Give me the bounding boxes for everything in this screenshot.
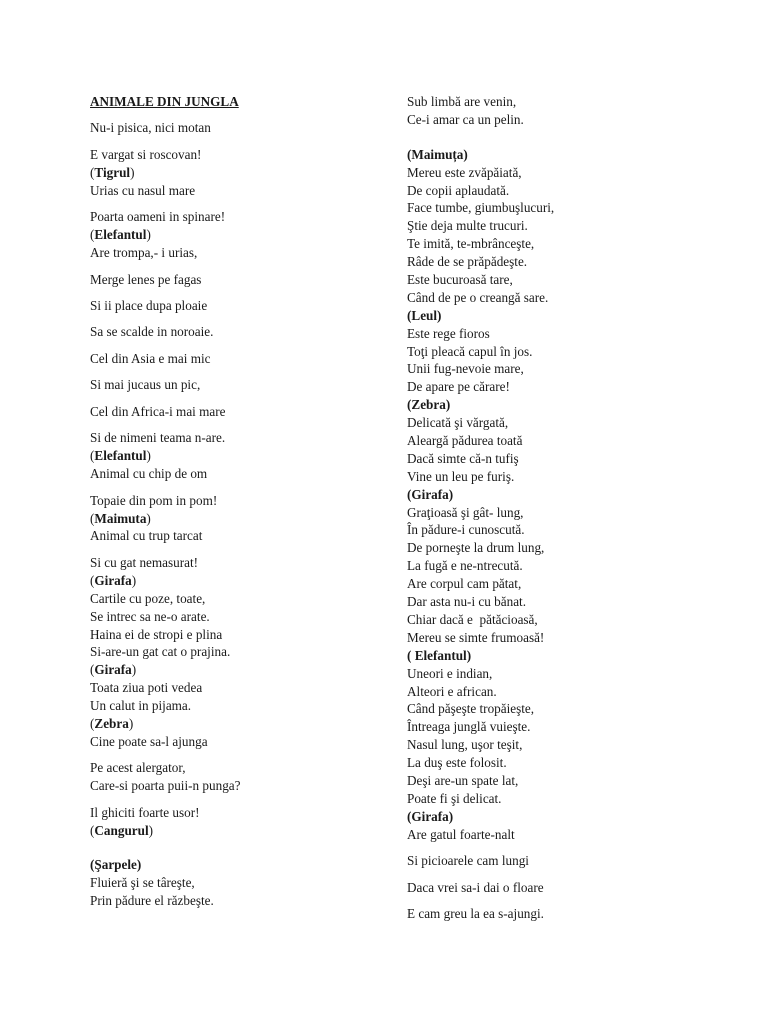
left-verses	[90, 111, 390, 910]
verse-line	[90, 297, 390, 315]
verse-text: (	[90, 164, 95, 180]
verse-text: (	[90, 510, 95, 526]
verse-line	[407, 343, 737, 361]
stanza-gap	[90, 262, 390, 271]
answer-text: Zebra	[94, 715, 129, 731]
verse-line	[90, 697, 390, 715]
verse-text: )	[146, 510, 151, 526]
answer-line	[90, 226, 390, 244]
verse-text: Si de nimeni teama n-are.	[90, 430, 226, 446]
verse-text: Si cu gat nemasurat!	[90, 554, 199, 570]
verse-line	[407, 199, 737, 217]
verse-text: Pe acest alergator,	[90, 760, 186, 776]
verse-line	[407, 852, 737, 870]
verse-line	[407, 271, 737, 289]
answer-line	[90, 856, 390, 874]
verse-line	[90, 492, 390, 510]
verse-text: Râde de se prăpădeşte.	[407, 254, 528, 270]
verse-text: Poarta oameni in spinare!	[90, 209, 226, 225]
verse-line	[90, 350, 390, 368]
verse-line	[407, 557, 737, 575]
verse-text: De copii aplaudată.	[407, 182, 510, 198]
verse-line	[90, 146, 390, 164]
stanza-gap	[90, 288, 390, 297]
stanza-gap	[90, 545, 390, 554]
answer-text: Cangurul	[94, 822, 149, 838]
verse-text: Are trompa,- i urias,	[90, 245, 198, 261]
verse-text: Topaie din pom in pom!	[90, 492, 218, 508]
verse-text: Aleargă pădurea toată	[407, 433, 523, 449]
stanza-gap	[90, 137, 390, 146]
verse-text: De porneşte la drum lung,	[407, 540, 545, 556]
verse-text: (	[90, 715, 95, 731]
verse-line	[407, 683, 737, 701]
verse-text: Face tumbe, giumbuşlucuri,	[407, 200, 555, 216]
answer-text: Girafa	[94, 572, 132, 588]
stanza-gap	[90, 111, 390, 120]
verse-text: Delicată şi vărgată,	[407, 415, 509, 431]
verse-line	[407, 629, 737, 647]
verse-line	[90, 527, 390, 545]
verse-line	[90, 465, 390, 483]
stanza-gap	[407, 844, 737, 853]
answer-line	[407, 486, 737, 504]
verse-text: Toţi pleacă capul în jos.	[407, 343, 533, 359]
stanza-gap	[90, 200, 390, 209]
verse-line	[90, 626, 390, 644]
verse-text: E cam greu la ea s-ajungi.	[407, 906, 544, 922]
answer-text: Girafa	[94, 662, 132, 678]
verse-line	[407, 164, 737, 182]
answer-line	[407, 146, 737, 164]
verse-text: Când păşeşte tropăieşte,	[407, 701, 535, 717]
verse-text: Si ii place dupa ploaie	[90, 297, 208, 313]
verse-text: Nasul lung, uşor teşit,	[407, 737, 523, 753]
verse-text: La fugă e ne-ntrecută.	[407, 558, 523, 574]
stanza-gap	[90, 421, 390, 430]
verse-text: Mereu este zvăpăiată,	[407, 164, 522, 180]
verse-line	[90, 244, 390, 262]
answer-line	[407, 307, 737, 325]
verse-text: Care-si poarta puii-n punga?	[90, 778, 241, 794]
verse-text: Ştie deja multe trucuri.	[407, 218, 528, 234]
verse-line	[407, 611, 737, 629]
verse-text: Sa se scalde in noroaie.	[90, 324, 214, 340]
verse-line	[407, 593, 737, 611]
stanza-gap	[407, 129, 737, 146]
left-column	[90, 93, 390, 910]
verse-line	[407, 736, 737, 754]
verse-text: )	[130, 164, 135, 180]
verse-line	[407, 718, 737, 736]
verse-line	[407, 217, 737, 235]
stanza-gap	[90, 315, 390, 324]
verse-text: Si mai jucaus un pic,	[90, 377, 201, 393]
verse-text: )	[148, 822, 154, 838]
verse-text: Il ghiciti foarte usor!	[90, 804, 200, 820]
verse-text: Daca vrei sa-i dai o floare	[407, 879, 544, 895]
verse-text: Când de pe o creangă sare.	[407, 289, 549, 305]
verse-text: Dar asta nu-i cu bănat.	[407, 594, 527, 610]
stanza-gap	[407, 870, 737, 879]
stanza-gap	[90, 394, 390, 403]
verse-text: Fluieră şi se târeşte,	[90, 875, 195, 891]
verse-line	[90, 759, 390, 777]
verse-text: Mereu se simte frumoasă!	[407, 629, 545, 645]
verse-text: De apare pe cărare!	[407, 379, 510, 395]
answer-text: (Zebra)	[407, 397, 451, 413]
verse-text: Ce-i amar ca un pelin.	[407, 111, 524, 127]
verse-line	[407, 790, 737, 808]
verse-text: Cartile cu poze, toate,	[90, 590, 206, 606]
verse-line	[407, 111, 737, 129]
answer-text: ( Elefantul)	[407, 647, 472, 663]
right-column	[407, 93, 737, 923]
verse-line	[407, 905, 737, 923]
answer-text: Tigrul	[94, 164, 131, 180]
answer-line	[407, 396, 737, 414]
answer-line	[90, 822, 390, 840]
verse-text: Un calut in pijama.	[90, 698, 192, 714]
right-verses	[407, 93, 737, 923]
verse-line	[90, 777, 390, 795]
verse-text: Nu-i pisica, nici motan	[90, 120, 211, 136]
stanza-gap	[407, 896, 737, 905]
verse-line	[90, 643, 390, 661]
answer-text: (Maimuța)	[407, 146, 468, 162]
document-title: ANIMALE DIN JUNGLA	[90, 94, 239, 109]
answer-line	[90, 510, 390, 528]
verse-text: Cine poate sa-l ajunga	[90, 733, 208, 749]
verse-line	[407, 378, 737, 396]
verse-text: Sub limbă are venin,	[407, 94, 517, 109]
verse-line	[407, 575, 737, 593]
answer-text: Elefantul	[94, 227, 147, 243]
answer-line	[90, 447, 390, 465]
verse-line	[407, 360, 737, 378]
verse-line	[90, 376, 390, 394]
answer-text: (Girafa)	[407, 486, 454, 502]
verse-line	[90, 182, 390, 200]
verse-text: Graţioasă şi gât- lung,	[407, 504, 524, 520]
verse-line	[407, 289, 737, 307]
verse-text: Toata ziua poti vedea	[90, 680, 203, 696]
verse-text: Chiar dacă e pătăcioasă,	[407, 611, 538, 627]
answer-line	[90, 661, 390, 679]
verse-text: Te imită, te-mbrânceşte,	[407, 236, 535, 252]
verse-text: Vine un leu pe furiş.	[407, 468, 515, 484]
verse-line	[407, 504, 737, 522]
verse-line	[407, 93, 737, 111]
verse-line	[90, 679, 390, 697]
verse-line	[407, 826, 737, 844]
verse-text: Are gatul foarte-nalt	[407, 826, 515, 842]
verse-text: Si picioarele cam lungi	[407, 853, 529, 869]
verse-text: Are corpul cam pătat,	[407, 576, 522, 592]
verse-line	[90, 874, 390, 892]
verse-line	[407, 879, 737, 897]
verse-text: (	[90, 227, 95, 243]
verse-text: )	[131, 662, 137, 678]
verse-text: La duş este folosit.	[407, 755, 507, 771]
answer-text: Maimuta	[94, 510, 147, 526]
verse-text: Dacă simte că-n tufiş	[407, 450, 519, 466]
verse-text: )	[131, 572, 137, 588]
verse-line	[407, 772, 737, 790]
stanza-gap	[90, 368, 390, 377]
answer-text: (Leul)	[407, 307, 442, 323]
verse-line	[407, 539, 737, 557]
verse-text: Este rege fioros	[407, 325, 490, 341]
verse-line	[407, 235, 737, 253]
verse-line	[90, 271, 390, 289]
stanza-gap	[90, 483, 390, 492]
verse-line	[90, 608, 390, 626]
verse-text: Prin pădure el răzbeşte.	[90, 893, 214, 909]
verse-line	[90, 403, 390, 421]
verse-text: Deşi are-un spate lat,	[407, 772, 519, 788]
verse-line	[90, 429, 390, 447]
verse-text: Cel din Africa-i mai mare	[90, 403, 226, 419]
answer-line	[407, 647, 737, 665]
verse-line	[90, 208, 390, 226]
verse-text: (	[90, 822, 95, 838]
verse-text: Este bucuroasă tare,	[407, 272, 513, 288]
answer-line	[90, 715, 390, 733]
answer-line	[407, 808, 737, 826]
verse-line	[407, 182, 737, 200]
stanza-gap	[90, 839, 390, 856]
verse-text: )	[146, 227, 151, 243]
verse-text: Merge lenes pe fagas	[90, 271, 202, 287]
verse-line	[407, 450, 737, 468]
verse-text: Întreaga junglă vuieşte.	[407, 719, 531, 735]
verse-text: Urias cu nasul mare	[90, 182, 196, 198]
verse-line	[407, 521, 737, 539]
verse-text: )	[146, 448, 151, 464]
answer-text: Elefantul	[94, 448, 147, 464]
verse-text: Unii fug-nevoie mare,	[407, 361, 524, 377]
verse-line	[407, 665, 737, 683]
verse-text: (	[90, 662, 95, 678]
answer-text: (Girafa)	[407, 808, 454, 824]
verse-text: Haina ei de stropi e plina	[90, 626, 223, 642]
verse-text: Animal cu trup tarcat	[90, 528, 203, 544]
verse-text: În pădure-i cunoscută.	[407, 522, 525, 538]
verse-text: (	[90, 572, 95, 588]
answer-line	[90, 572, 390, 590]
verse-text: Uneori e indian,	[407, 665, 493, 681]
verse-line	[407, 432, 737, 450]
verse-line	[407, 414, 737, 432]
verse-line	[90, 590, 390, 608]
stanza-gap	[90, 341, 390, 350]
verse-line	[407, 253, 737, 271]
verse-line	[90, 554, 390, 572]
verse-line	[90, 804, 390, 822]
verse-line	[90, 892, 390, 910]
verse-line	[90, 733, 390, 751]
verse-text: (	[90, 448, 95, 464]
verse-line	[407, 700, 737, 718]
verse-text: E vargat si roscovan!	[90, 146, 202, 162]
answer-text: (Şarpele)	[90, 857, 142, 873]
verse-text: Se intrec sa ne-o arate.	[90, 608, 210, 624]
answer-line	[90, 164, 390, 182]
verse-text: Cel din Asia e mai mic	[90, 350, 211, 366]
verse-text: Animal cu chip de om	[90, 466, 208, 482]
verse-text: Alteori e african.	[407, 683, 497, 699]
stanza-gap	[90, 795, 390, 804]
verse-line	[90, 119, 390, 137]
verse-text: Si-are-un gat cat o prajina.	[90, 644, 231, 660]
verse-line	[407, 468, 737, 486]
stanza-gap	[90, 751, 390, 760]
verse-line	[407, 325, 737, 343]
verse-text: Poate fi şi delicat.	[407, 790, 502, 806]
verse-line	[90, 323, 390, 341]
verse-line	[407, 754, 737, 772]
verse-text: )	[128, 715, 134, 731]
